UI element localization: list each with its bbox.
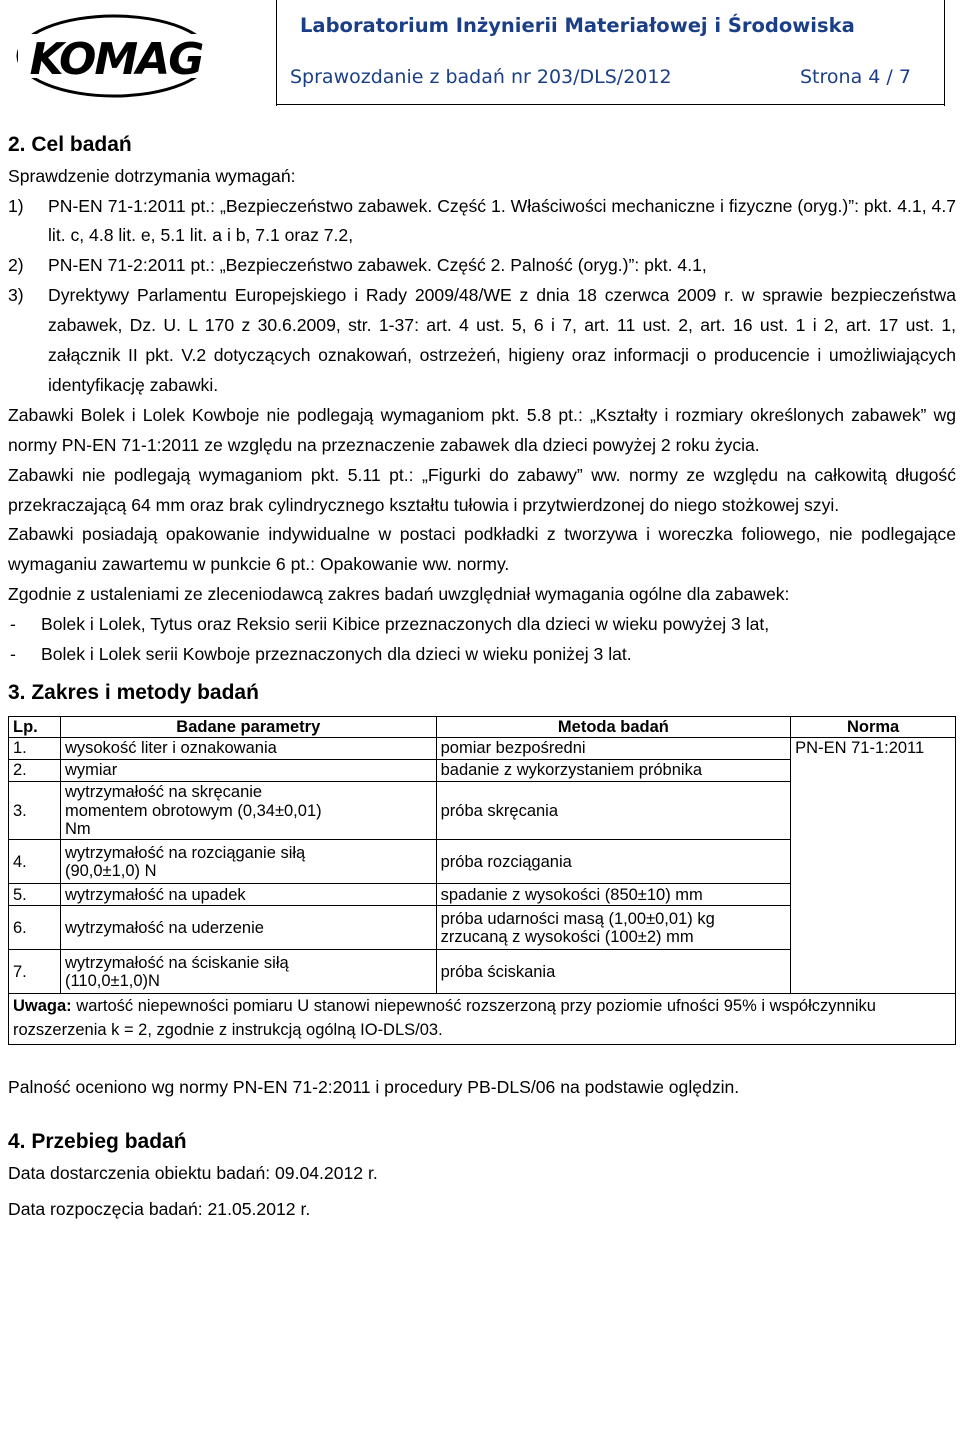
lab-name: Laboratorium Inżynierii Materiałowej i Środowiska [300, 14, 855, 37]
section-3-heading: 3. Zakres i metody badań [8, 681, 259, 704]
cell-norm: PN-EN 71-1:2011 [791, 738, 956, 994]
table-note-row [9, 994, 956, 1045]
requirement-number: 2) [8, 255, 24, 276]
start-date: Data rozpoczęcia badań: 21.05.2012 r. [8, 1198, 311, 1219]
header-norm: Norma [791, 716, 956, 737]
header-bottom-rule [276, 104, 945, 105]
cell-method: pomiar bezpośredni [436, 738, 791, 760]
dash-bullet: - [10, 614, 16, 635]
table-header-row [9, 716, 956, 737]
report-number: Sprawozdanie z badań nr 203/DLS/2012 [290, 66, 672, 88]
test-parameters-table [8, 716, 956, 1046]
requirement-text: PN-EN 71-1:2011 pt.: „Bezpieczeństwo zabawek. Część 1. Właściwości mechaniczne i fizyczne (oryg.)”: pkt. 4.1, 4.7 lit. c, 4.8 lit. e, 5.1 lit. a i b, 7.1 oraz 7.2, [48, 195, 956, 246]
requirement-number: 1) [8, 195, 24, 216]
dash-list-item [8, 610, 956, 640]
header-method: Metoda badań [436, 716, 791, 737]
page-content [8, 128, 956, 1225]
requirement-number: 3) [8, 285, 24, 306]
cell-param: wymiar [60, 760, 436, 782]
dash-list-item [8, 640, 956, 670]
cell-lp: 2. [9, 760, 61, 782]
uncertainty-note [9, 994, 956, 1045]
page-number: Strona 4 / 7 [800, 66, 911, 88]
komag-logo [14, 4, 274, 104]
cell-method: badanie z wykorzystaniem próbnika [436, 760, 791, 782]
delivery-date: Data dostarczenia obiektu badań: 09.04.2012 r. [8, 1162, 378, 1183]
cell-lp: 5. [9, 884, 61, 906]
cell-method: próba rozciągania [436, 840, 791, 884]
note-text: wartość niepewności pomiaru U stanowi niepewność rozszerzoną przy poziomie ufności 95% i współczynniku rozszerzenia k = 2, zgodnie z instrukcją ogólną IO-DLS/03. [13, 997, 876, 1040]
cell-param: wytrzymałość na upadek [60, 884, 436, 906]
section-2-intro: Sprawdzenie dotrzymania wymagań: [8, 165, 296, 186]
cell-method: próba udarności masą (1,00±0,01) kg zrzucaną z wysokości (100±2) mm [436, 906, 791, 950]
cell-param: wytrzymałość na skręcanie momentem obrotowym (0,34±0,01) Nm [60, 782, 436, 840]
header-param: Badane parametry [60, 716, 436, 737]
paragraph: Zabawki Bolek i Lolek Kowboje nie podlegają wymaganiom pkt. 5.8 pt.: „Kształty i rozmiary określonych zabawek” wg normy PN-EN 71-1:2011 ze względu na przeznaczenie zabawek dla dzieci powyżej 2 roku życia. [8, 404, 956, 455]
cell-method: spadanie z wysokości (850±10) mm [436, 884, 791, 906]
cell-lp: 3. [9, 782, 61, 840]
section-2-heading: 2. Cel badań [8, 133, 132, 156]
dash-item-text: Bolek i Lolek serii Kowboje przeznaczonych dla dzieci w wieku poniżej 3 lat. [41, 644, 632, 665]
header-divider-right [944, 0, 945, 106]
requirement-item [8, 281, 956, 401]
cell-lp: 6. [9, 906, 61, 950]
paragraph: Zgodnie z ustaleniami ze zleceniodawcą zakres badań uwzględniał wymagania ogólne dla zabawek: [8, 584, 790, 605]
cell-param: wytrzymałość na uderzenie [60, 906, 436, 950]
cell-param: wytrzymałość na ściskanie siłą (110,0±1,0)N [60, 950, 436, 994]
requirement-text: PN-EN 71-2:2011 pt.: „Bezpieczeństwo zabawek. Część 2. Palność (oryg.)”: pkt. 4.1, [48, 255, 707, 276]
cell-lp: 7. [9, 950, 61, 994]
logo-text: KOMAG [29, 34, 203, 85]
note-label: Uwaga: [13, 997, 72, 1016]
requirement-item [8, 192, 956, 252]
dash-bullet: - [10, 644, 16, 665]
cell-lp: 4. [9, 840, 61, 884]
cell-method: próba skręcania [436, 782, 791, 840]
section-4-heading: 4. Przebieg badań [8, 1130, 187, 1154]
paragraph: Zabawki nie podlegają wymaganiom pkt. 5.11 pt.: „Figurki do zabawy” ww. normy ze względu na całkowitą długość przekraczającą 64 mm oraz brak cylindrycznego kształtu tułowia i przytwierdzonej do niego stożkowej szyi. [8, 464, 956, 515]
table-row [9, 738, 956, 760]
dash-item-text: Bolek i Lolek, Tytus oraz Reksio serii Kibice przeznaczonych dla dzieci w wieku powyżej 3 lat, [41, 614, 770, 635]
header-lp: Lp. [9, 716, 61, 737]
page-header [0, 0, 960, 110]
cell-method: próba ściskania [436, 950, 791, 994]
cell-param: wysokość liter i oznakowania [60, 738, 436, 760]
cell-lp: 1. [9, 738, 61, 760]
flammability-note: Palność oceniono wg normy PN-EN 71-2:2011 i procedury PB-DLS/06 na podstawie oględzin. [8, 1077, 740, 1098]
requirement-text: Dyrektywy Parlamentu Europejskiego i Rady 2009/48/WE z dnia 18 czerwca 2009 r. w sprawie bezpieczeństwa zabawek, Dz. U. L 170 z 30.6.2009, str. 1-37: art. 4 ust. 5, 6 i 7, art. 11 ust. 2, art. 16 ust. 1 i 2, art. 17 ust. 1, załącznik II pkt. V.2 dotyczących oznakowań, ostrzeżeń, higieny oraz informacji o producencie i umożliwiających identyfikację zabawki. [48, 285, 956, 395]
paragraph: Zabawki posiadają opakowanie indywidualne w postaci podkładki z tworzywa i woreczka foliowego, nie podlegające wymaganiu zawartemu w punkcie 6 pt.: Opakowanie ww. normy. [8, 524, 956, 575]
cell-param: wytrzymałość na rozciąganie siłą (90,0±1,0) N [60, 840, 436, 884]
requirement-item [8, 251, 956, 281]
header-divider [276, 0, 277, 106]
